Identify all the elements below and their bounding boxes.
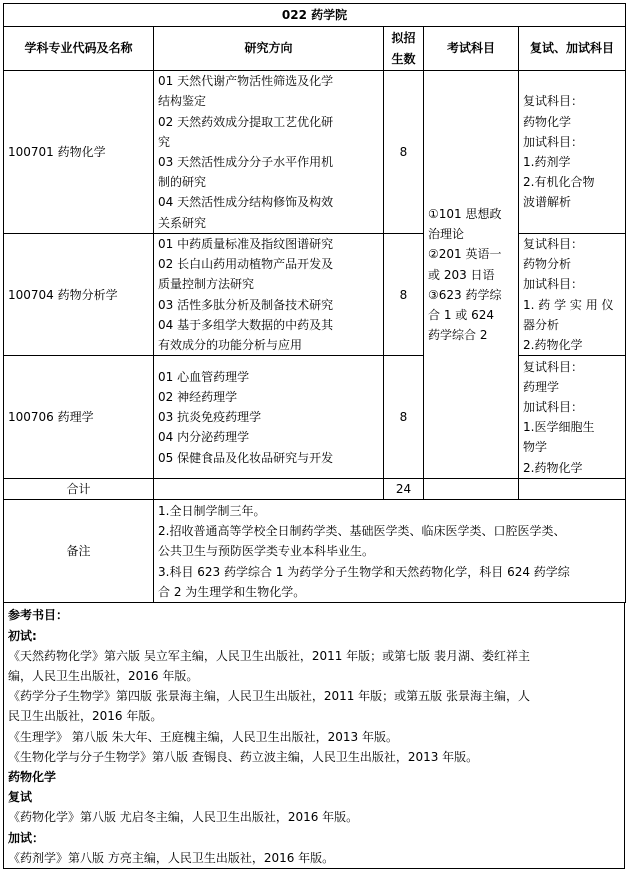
references-heading: 参考书目： — [8, 608, 69, 623]
reference-line: 《药剂学》第八版 方亮主编，人民卫生出版社，2016 年版。 — [8, 850, 335, 865]
header-exam: 考试科目 — [424, 27, 519, 71]
header-row — [4, 27, 626, 71]
title-row — [4, 4, 626, 27]
reference-books — [3, 603, 625, 869]
reference-line: 编，人民卫生出版社，2016 年版。 — [8, 669, 199, 684]
major-heading: 药物化学 — [8, 770, 57, 785]
major-row-0 — [4, 71, 626, 234]
retest-subjects: 复试科目： 药理学 加试科目： 1.医学细胞生 物学 2.药物化学 — [519, 356, 626, 479]
retest-subjects: 复试科目： 药物化学 加试科目： 1.药剂学 2.有机化合物 波谱解析 — [519, 71, 626, 234]
reference-line: 《生理学》 第八版 朱大年、王庭槐主编，人民卫生出版社，2013 年版。 — [8, 729, 398, 744]
major-code-name: 100706 药理学 — [4, 356, 154, 479]
header-retest: 复试、加试科目 — [519, 27, 626, 71]
retest-subjects: 复试科目： 药物分析 加试科目： 1. 药 学 实 用 仪 器分析 2.药物化学 — [519, 234, 626, 356]
total-row — [4, 479, 626, 500]
major-code-name: 100704 药物分析学 — [4, 234, 154, 356]
reference-line: 《天然药物化学》第六版 吴立军主编，人民卫生出版社，2011 年版；或第七版 裴月湖、娄红祥主 — [8, 648, 530, 663]
enroll-count: 8 — [384, 356, 424, 479]
major-row-1 — [4, 234, 626, 356]
notes-content: 1.全日制学制三年。 2.招收普通高等学校全日制药学类、基础医学类、临床医学类、口腔医学类、 公共卫生与预防医学类专业本科毕业生。 3.科目 623 药学综合 1 为药学分子生物学和天然药物化学，科目 624 药学综 合 2 为生理学和生物化学。 — [154, 500, 626, 603]
research-directions: 01 心血管药理学 02 神经药理学 03 抗炎免疫药理学 04 内分泌药理学 05 保健食品及化妆品研究与开发 — [154, 356, 384, 479]
program-table — [3, 3, 626, 603]
retest-heading: 复试 — [8, 790, 33, 805]
total-empty-cell — [424, 479, 519, 500]
total-empty-cell — [519, 479, 626, 500]
initial-exam-heading: 初试: — [8, 628, 37, 643]
total-empty-cell — [154, 479, 384, 500]
school-title: 022 药学院 — [4, 4, 626, 27]
additional-test-heading: 加试： — [8, 830, 45, 845]
research-directions: 01 天然代谢产物活性筛选及化学 结构鉴定 02 天然药效成分提取工艺优化研 究 03 天然活性成分分子水平作用机 制的研究 04 天然活性成分结构修饰及构效 关系研究 — [154, 71, 384, 234]
reference-line: 民卫生出版社，2016 年版。 — [8, 709, 163, 724]
notes-row — [4, 500, 626, 603]
reference-line: 《药学分子生物学》第四版 张景海主编，人民卫生出版社，2011 年版；或第五版 张景海主编，人 — [8, 689, 530, 704]
header-enroll: 拟招 生数 — [384, 27, 424, 71]
major-code-name: 100701 药物化学 — [4, 71, 154, 234]
total-value: 24 — [384, 479, 424, 500]
header-research: 研究方向 — [154, 27, 384, 71]
total-label: 合计 — [4, 479, 154, 500]
research-directions: 01 中药质量标准及指纹图谱研究 02 长白山药用动植物产品开发及 质量控制方法研究 03 活性多肽分析及制备技术研究 04 基于多组学大数据的中药及其 有效成分的功能分析与应用 — [154, 234, 384, 356]
header-code-name: 学科专业代码及名称 — [4, 27, 154, 71]
reference-line: 《生物化学与分子生物学》第八版 查锡良、药立波主编，人民卫生出版社，2013 年版。 — [8, 749, 479, 764]
exam-subjects: ①101 思想政 治理论 ②201 英语一 或 203 日语 ③623 药学综 合 1 或 624 药学综合 2 — [424, 71, 519, 479]
major-row-2 — [4, 356, 626, 479]
notes-label: 备注 — [4, 500, 154, 603]
enroll-count: 8 — [384, 234, 424, 356]
enroll-count: 8 — [384, 71, 424, 234]
admissions-document — [3, 3, 625, 869]
reference-line: 《药物化学》第八版 尤启冬主编，人民卫生出版社，2016 年版。 — [8, 810, 359, 825]
